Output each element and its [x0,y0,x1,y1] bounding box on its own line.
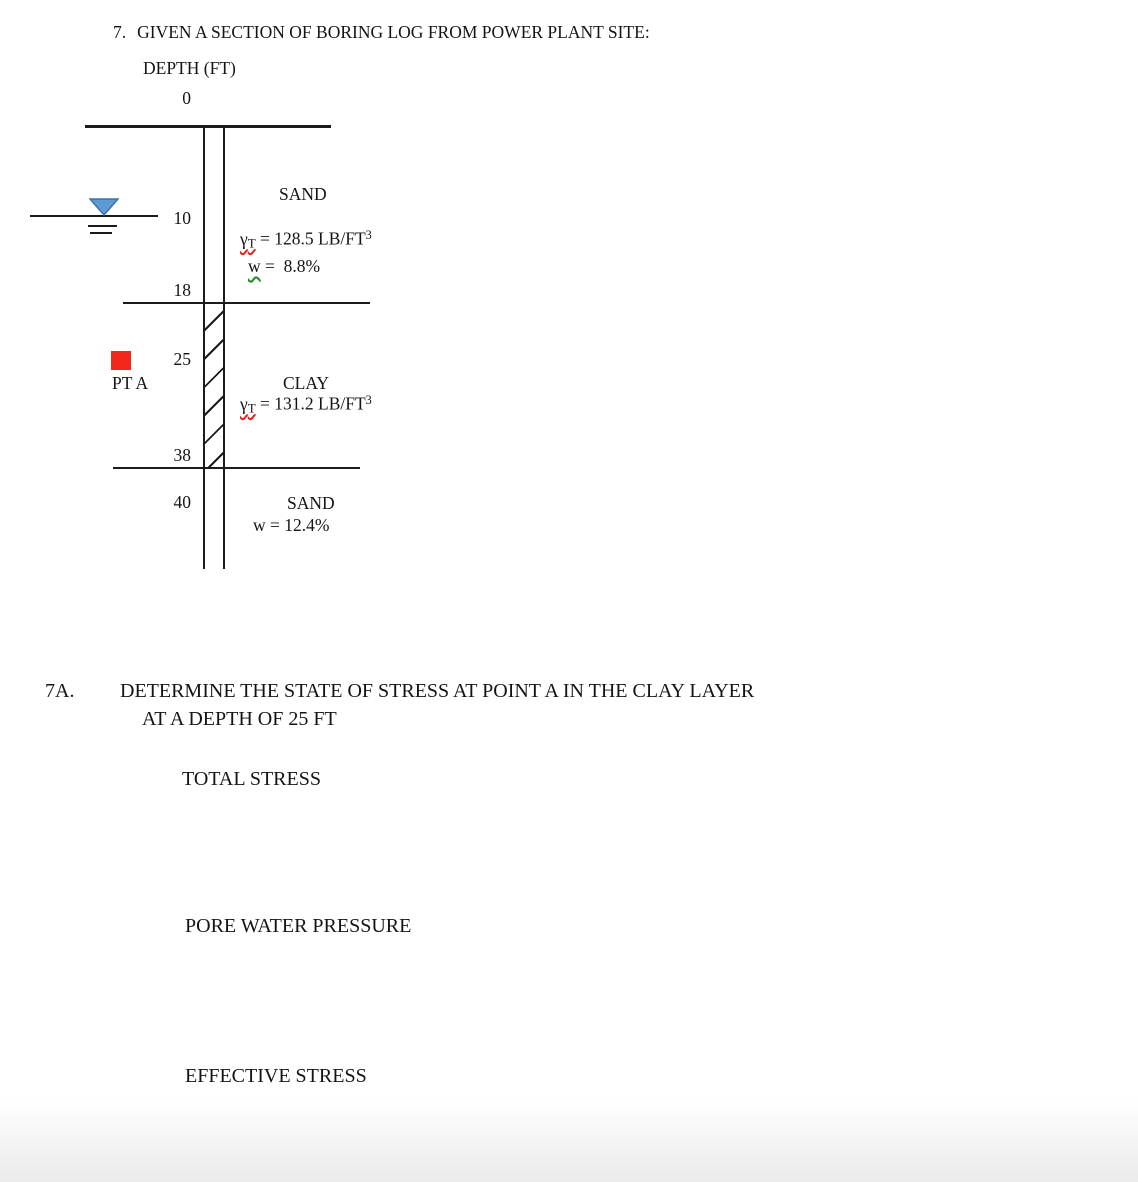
problem-title [113,22,650,43]
water-table-dash-2 [90,232,112,234]
gamma-t-symbol: $\gamma_T$ [240,393,256,415]
depth-label-38: 38 [173,445,191,465]
exponent: 3 [365,393,372,407]
water-table-icon [89,198,119,216]
unit-weight-value: = 128.5 LB/FT [255,228,366,249]
depth-axis-label: DEPTH (FT) [143,58,236,78]
water-content-value: = 12.4% [265,515,330,535]
sand-lower-water-content [253,515,329,536]
water-content-value: = 8.8% [260,256,321,276]
clay-hatch-pattern [205,303,223,467]
depth-label-18: 18 [173,280,191,300]
page-bottom-shadow [0,1098,1138,1182]
problem-title-text: GIVEN A SECTION OF BORING LOG FROM POWER PLANT SITE: [137,22,650,42]
layer-boundary-38ft [113,467,360,469]
w-symbol: w [248,256,261,276]
problem-number: 7. [113,22,127,42]
unit-weight-value: = 131.2 LB/FT [255,393,366,414]
layer-boundary-18ft [123,302,370,304]
depth-label-10: 10 [173,208,191,228]
sand-upper-water-content [248,256,320,277]
point-a-marker [111,351,131,370]
section-pore-water-pressure: PORE WATER PRESSURE [185,915,412,937]
question-line-1: DETERMINE THE STATE OF STRESS AT POINT A IN THE CLAY LAYER [120,680,755,702]
section-effective-stress: EFFECTIVE STRESS [185,1065,367,1087]
clay-unit-weight [240,393,372,415]
question-number: 7A. [45,680,75,702]
depth-label-25: 25 [173,349,191,369]
exponent: 3 [365,228,372,242]
point-a-label: PT A [112,373,149,393]
water-table-dash-1 [88,225,117,227]
sand-lower-label: SAND [287,493,335,513]
depth-label-40: 40 [173,492,191,512]
depth-label-0: 0 [182,88,191,108]
sand-upper-unit-weight [240,228,372,250]
gamma-t-symbol: $\gamma_T$ [240,228,256,250]
section-total-stress: TOTAL STRESS [182,768,321,790]
clay-label: CLAY [283,373,330,393]
sand-upper-label: SAND [279,184,327,204]
w-symbol: w [253,515,266,535]
question-line-2: AT A DEPTH OF 25 FT [142,708,337,730]
